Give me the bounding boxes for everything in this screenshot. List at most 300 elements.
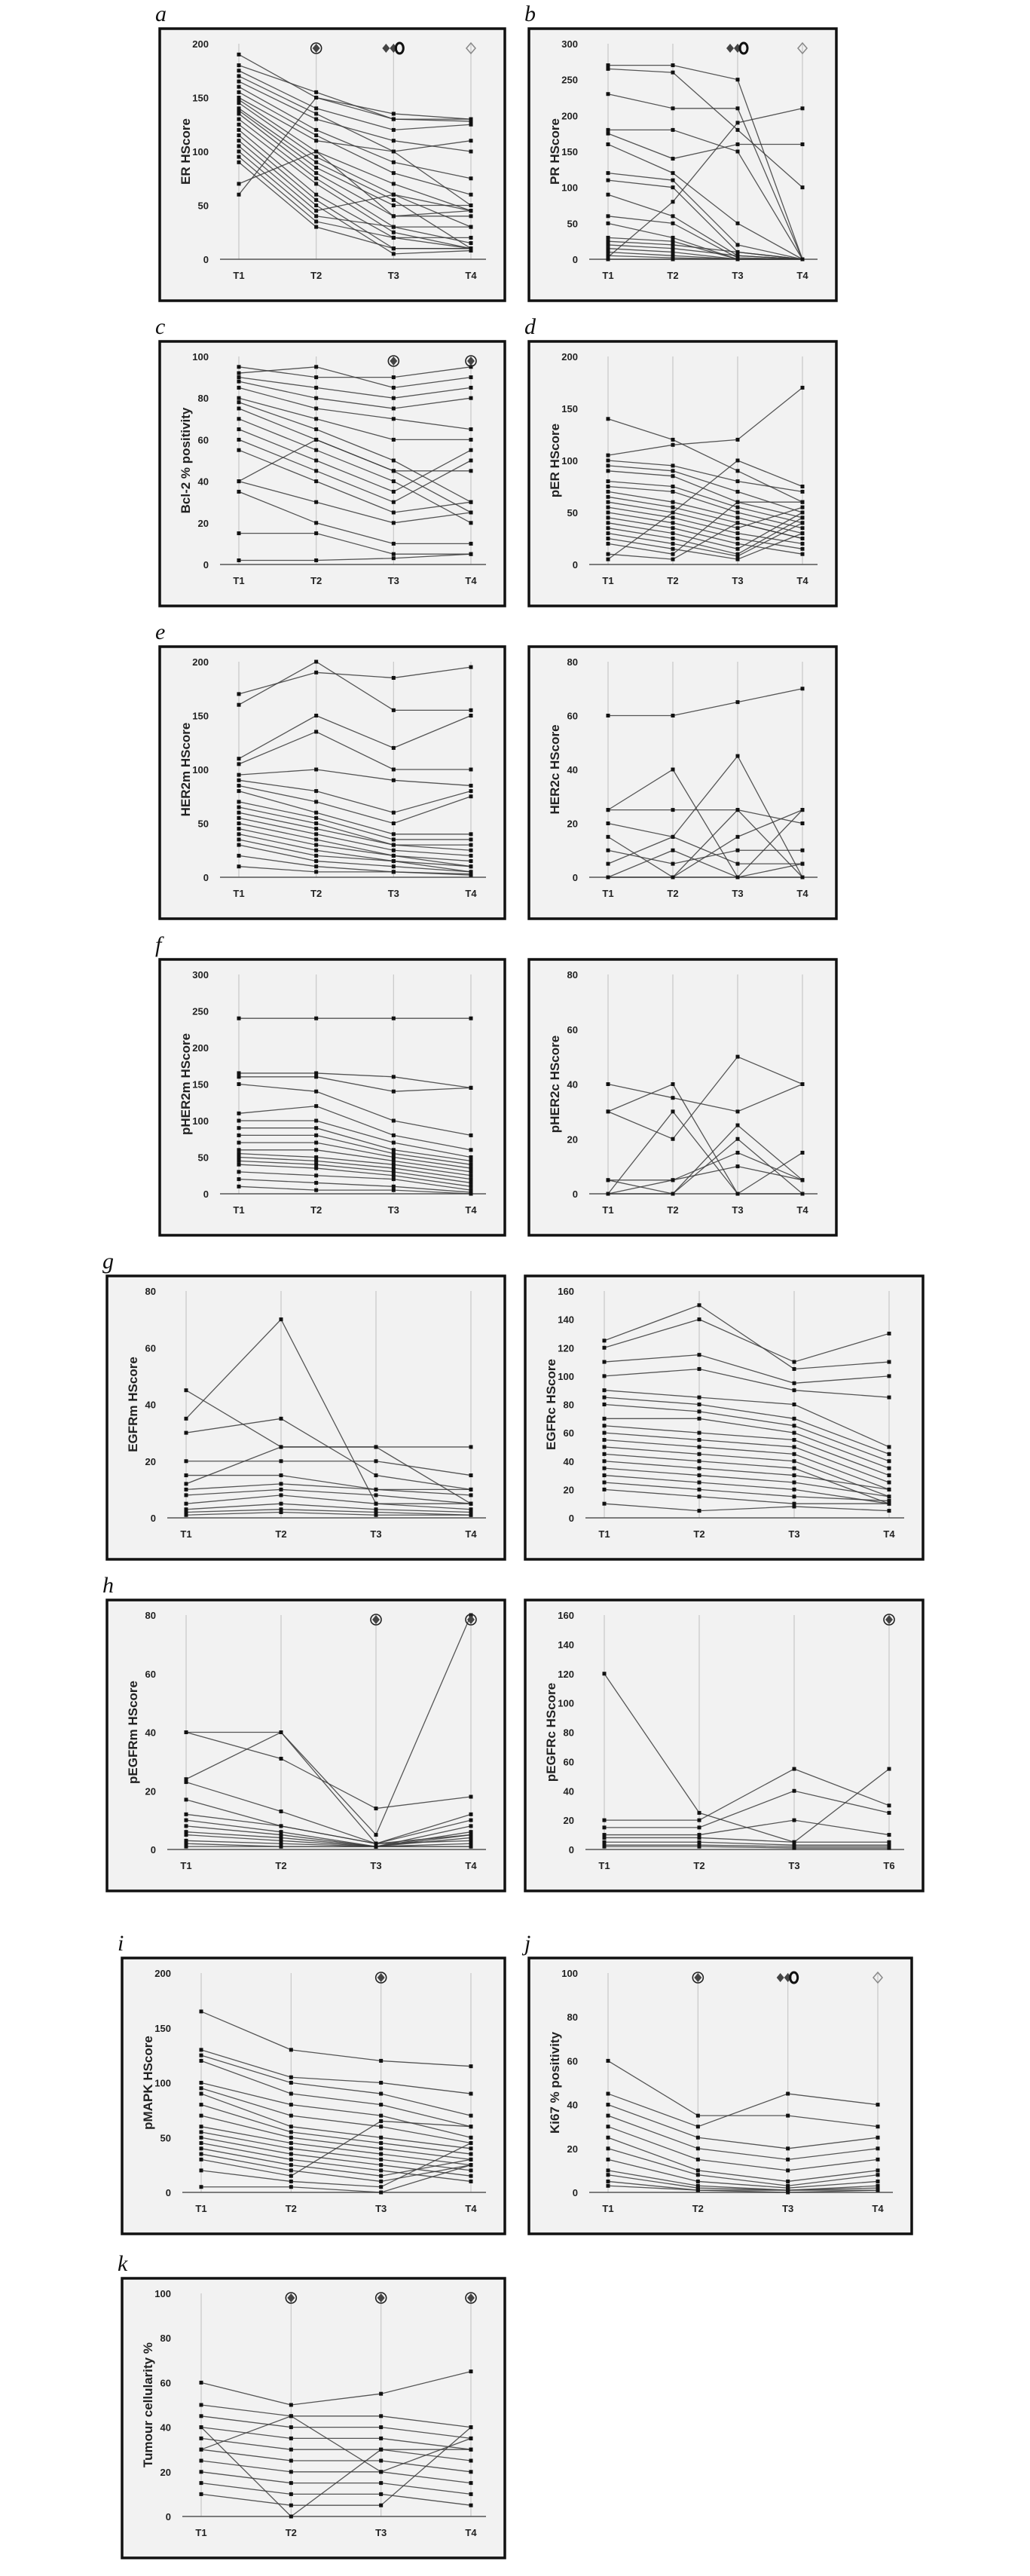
data-point <box>280 1317 283 1321</box>
data-point <box>185 1780 188 1784</box>
data-point <box>289 2180 293 2183</box>
data-point <box>289 2146 293 2150</box>
panel-j <box>520 1929 919 2238</box>
data-point <box>603 1360 607 1364</box>
data-point <box>696 2180 700 2183</box>
data-point <box>185 1797 188 1801</box>
data-point <box>801 1082 805 1086</box>
x-tick-label: T2 <box>693 1528 705 1540</box>
data-point <box>469 552 473 556</box>
data-point <box>786 2158 790 2161</box>
data-point <box>607 531 610 535</box>
data-point <box>469 1163 473 1167</box>
data-point <box>607 558 610 561</box>
data-point <box>237 407 241 411</box>
y-tick-label: 150 <box>154 2022 171 2034</box>
data-point <box>469 2174 473 2178</box>
data-point <box>185 1813 188 1816</box>
y-tick-label: 200 <box>561 110 578 122</box>
data-point <box>736 862 740 866</box>
data-point <box>793 1473 796 1477</box>
data-point <box>237 531 241 535</box>
data-point <box>314 837 318 841</box>
panel-a <box>151 0 512 305</box>
panel-letter: c <box>155 314 166 339</box>
chart-pher2c <box>520 931 844 1240</box>
data-point <box>469 375 473 379</box>
data-point <box>200 2168 203 2172</box>
data-point <box>607 179 610 182</box>
data-point <box>392 225 396 229</box>
data-point <box>876 2168 880 2172</box>
data-point <box>314 128 318 132</box>
data-point <box>607 469 610 473</box>
data-point <box>793 1452 796 1456</box>
y-tick-label: 80 <box>567 656 578 668</box>
data-point <box>392 203 396 207</box>
data-point <box>736 506 740 509</box>
panel-g-left <box>98 1247 512 1564</box>
data-point <box>607 1178 610 1182</box>
data-point <box>237 827 241 831</box>
data-point <box>607 849 610 852</box>
data-point <box>469 1173 473 1177</box>
data-point <box>280 1417 283 1421</box>
panel-frame <box>107 1276 505 1559</box>
data-point <box>392 479 396 483</box>
data-point <box>200 2403 203 2407</box>
x-tick-label: T2 <box>285 2203 297 2214</box>
data-point <box>801 526 805 530</box>
data-point <box>801 862 805 866</box>
data-point <box>185 1730 188 1734</box>
significance-marker-diamond-in-circle <box>376 2293 387 2303</box>
data-point <box>607 214 610 218</box>
y-tick-label: 60 <box>160 2377 171 2389</box>
data-point <box>237 1170 241 1173</box>
data-point <box>237 854 241 858</box>
data-point <box>671 179 675 182</box>
data-point <box>374 1445 378 1449</box>
data-point <box>607 463 610 467</box>
data-point <box>314 821 318 825</box>
y-tick-label: 0 <box>203 872 209 883</box>
data-point <box>392 1148 396 1152</box>
y-tick-label: 40 <box>145 1727 156 1739</box>
data-point <box>237 1177 241 1181</box>
data-point <box>671 246 675 250</box>
data-point <box>736 531 740 535</box>
data-point <box>379 2425 383 2429</box>
data-point <box>607 2059 610 2063</box>
significance-marker-diamond-in-circle <box>388 356 399 366</box>
data-point <box>786 2114 790 2118</box>
x-tick-label: T4 <box>465 575 477 586</box>
data-point <box>392 438 396 442</box>
data-point <box>603 1819 607 1822</box>
y-tick-label: 40 <box>563 1785 574 1797</box>
x-tick-label: T2 <box>310 1204 322 1216</box>
data-point <box>237 98 241 102</box>
data-point <box>392 843 396 847</box>
data-point <box>379 2163 383 2167</box>
significance-marker-diamond-in-circle <box>884 1614 894 1625</box>
data-point <box>671 485 675 488</box>
data-point <box>314 714 318 717</box>
data-point <box>888 1833 891 1837</box>
x-tick-label: T1 <box>233 270 245 281</box>
data-point <box>888 1360 891 1364</box>
data-point <box>392 150 396 154</box>
data-point <box>469 500 473 504</box>
data-point <box>314 816 318 820</box>
x-tick-label: T4 <box>796 888 808 899</box>
data-point <box>379 2481 383 2485</box>
data-point <box>289 2168 293 2172</box>
data-point <box>603 1374 607 1378</box>
data-point <box>392 521 396 525</box>
data-point <box>280 1757 283 1761</box>
data-point <box>289 2103 293 2106</box>
data-point <box>607 490 610 494</box>
panel-e-right <box>520 618 844 923</box>
data-point <box>607 128 610 132</box>
data-point <box>314 150 318 154</box>
data-point <box>607 63 610 67</box>
y-axis-label: pMAPK HScore <box>141 2036 155 2130</box>
x-tick-label: T1 <box>602 575 614 586</box>
data-point <box>392 676 396 680</box>
data-point <box>698 1836 701 1840</box>
panel-letter: e <box>155 620 166 644</box>
data-point <box>379 2103 383 2106</box>
data-point <box>888 1467 891 1470</box>
data-point <box>200 2437 203 2440</box>
data-point <box>671 516 675 519</box>
data-point <box>392 469 396 473</box>
x-tick-label: T3 <box>375 2527 387 2538</box>
data-point <box>374 1459 378 1463</box>
y-tick-label: 80 <box>145 1286 156 1297</box>
data-point <box>469 396 473 400</box>
x-tick-label: T6 <box>883 1860 895 1871</box>
significance-marker-diamond-in-circle <box>692 1972 703 1983</box>
panel-k <box>113 2250 512 2562</box>
data-point <box>379 2448 383 2452</box>
data-point <box>237 182 241 185</box>
data-point <box>289 2459 293 2463</box>
x-tick-label: T2 <box>667 270 679 281</box>
data-point <box>392 1159 396 1163</box>
panel-frame <box>107 1600 505 1891</box>
y-tick-label: 0 <box>572 1189 578 1200</box>
data-point <box>469 1177 473 1181</box>
data-point <box>392 542 396 546</box>
panel-c <box>151 313 512 610</box>
data-point <box>698 1431 701 1435</box>
significance-marker-diamond-in-circle <box>311 43 322 54</box>
data-point <box>392 417 396 421</box>
y-tick-label: 100 <box>561 1968 578 1979</box>
data-point <box>237 757 241 760</box>
data-point <box>786 2191 790 2195</box>
data-point <box>736 469 740 473</box>
y-tick-label: 40 <box>563 1455 574 1467</box>
data-point <box>698 1825 701 1829</box>
x-tick-label: T2 <box>310 575 322 586</box>
data-point <box>314 1181 318 1185</box>
data-point <box>185 1845 188 1849</box>
data-point <box>698 1480 701 1484</box>
data-point <box>801 506 805 509</box>
data-point <box>671 171 675 175</box>
x-tick-label: T1 <box>233 575 245 586</box>
data-point <box>671 214 675 218</box>
data-point <box>314 521 318 525</box>
y-tick-label: 0 <box>568 1844 574 1856</box>
data-point <box>469 789 473 793</box>
data-point <box>237 806 241 809</box>
y-tick-label: 80 <box>145 1610 156 1621</box>
data-point <box>237 109 241 112</box>
data-point <box>200 2146 203 2150</box>
data-point <box>888 1509 891 1513</box>
data-point <box>736 142 740 146</box>
data-point <box>736 511 740 515</box>
data-point <box>603 1672 607 1675</box>
data-point <box>314 375 318 379</box>
data-point <box>237 427 241 431</box>
data-point <box>736 542 740 546</box>
data-point <box>469 2470 473 2474</box>
data-point <box>801 547 805 551</box>
data-point <box>671 463 675 467</box>
data-point <box>786 2168 790 2172</box>
data-point <box>801 521 805 525</box>
data-point <box>671 849 675 852</box>
data-point <box>607 526 610 530</box>
chart-egfrc <box>516 1247 931 1564</box>
data-point <box>200 2158 203 2161</box>
data-point <box>314 1119 318 1123</box>
data-point <box>469 873 473 877</box>
x-tick-label: T2 <box>667 1204 679 1216</box>
data-point <box>392 832 396 836</box>
data-point <box>698 1509 701 1513</box>
data-point <box>793 1467 796 1470</box>
data-point <box>314 789 318 793</box>
x-tick-label: T4 <box>465 2527 477 2538</box>
data-point <box>237 1152 241 1155</box>
x-tick-label: T2 <box>692 2203 704 2214</box>
data-point <box>671 835 675 839</box>
data-point <box>603 1845 607 1849</box>
data-point <box>469 448 473 452</box>
data-point <box>793 1767 796 1771</box>
y-tick-label: 20 <box>145 1455 156 1467</box>
data-point <box>289 2437 293 2440</box>
chart-c <box>151 313 512 610</box>
data-point <box>237 1185 241 1189</box>
significance-marker-diamond-in-circle <box>466 2293 476 2303</box>
data-point <box>237 1163 241 1167</box>
data-point <box>314 1075 318 1078</box>
data-point <box>237 69 241 72</box>
data-point <box>801 687 805 690</box>
data-point <box>379 2185 383 2189</box>
data-point <box>392 1152 396 1155</box>
data-point <box>289 2092 293 2096</box>
data-point <box>237 1126 241 1130</box>
x-tick-label: T2 <box>275 1860 287 1871</box>
data-point <box>392 552 396 556</box>
data-point <box>392 128 396 132</box>
data-point <box>314 827 318 831</box>
x-tick-label: T3 <box>732 1204 744 1216</box>
data-point <box>876 2173 880 2177</box>
data-point <box>671 1192 675 1196</box>
data-point <box>379 2174 383 2178</box>
data-point <box>392 556 396 560</box>
data-point <box>736 754 740 758</box>
panel-h-left <box>98 1571 512 1895</box>
data-point <box>379 2191 383 2195</box>
y-tick-label: 0 <box>568 1513 574 1524</box>
data-point <box>469 768 473 772</box>
data-point <box>607 222 610 225</box>
data-point <box>237 773 241 777</box>
data-point <box>469 2448 473 2452</box>
y-tick-label: 60 <box>567 2055 578 2067</box>
data-point <box>314 870 318 873</box>
data-point <box>379 2504 383 2507</box>
panel-letter: f <box>155 932 162 957</box>
data-point <box>289 2048 293 2051</box>
data-point <box>392 198 396 202</box>
data-point <box>786 2180 790 2183</box>
y-tick-label: 150 <box>561 146 578 158</box>
data-point <box>736 128 740 132</box>
y-tick-label: 40 <box>197 476 209 488</box>
data-point <box>469 2425 473 2429</box>
panel-letter: g <box>102 1249 114 1274</box>
x-tick-label: T1 <box>598 1528 610 1540</box>
data-point <box>793 1846 796 1850</box>
data-point <box>280 1810 283 1813</box>
data-point <box>314 558 318 562</box>
x-tick-label: T1 <box>602 888 614 899</box>
data-point <box>736 1164 740 1168</box>
data-point <box>469 1192 473 1196</box>
data-point <box>374 1845 378 1849</box>
x-tick-label: T3 <box>375 2203 387 2214</box>
y-tick-label: 40 <box>567 2099 578 2111</box>
chart-egfrm <box>98 1247 512 1564</box>
data-point <box>237 779 241 782</box>
y-tick-label: 120 <box>558 1668 574 1680</box>
x-tick-label: T1 <box>602 270 614 281</box>
data-point <box>736 835 740 839</box>
data-point <box>607 2146 610 2150</box>
data-point <box>801 386 805 390</box>
data-point <box>801 537 805 540</box>
data-point <box>736 876 740 880</box>
data-point <box>793 1495 796 1498</box>
data-point <box>237 118 241 121</box>
data-point <box>603 1467 607 1470</box>
data-point <box>607 537 610 540</box>
chart-a <box>151 0 512 305</box>
y-tick-label: 50 <box>160 2132 171 2144</box>
data-point <box>185 1824 188 1828</box>
data-point <box>671 808 675 812</box>
data-point <box>237 1075 241 1078</box>
panel-frame <box>160 341 505 606</box>
data-point <box>698 1473 701 1477</box>
data-point <box>607 142 610 146</box>
data-point <box>200 2414 203 2418</box>
data-point <box>200 2481 203 2485</box>
data-point <box>392 854 396 858</box>
data-point <box>379 2180 383 2183</box>
data-point <box>314 1104 318 1108</box>
data-point <box>607 250 610 254</box>
data-point <box>671 106 675 110</box>
data-point <box>736 121 740 124</box>
data-point <box>392 1167 396 1170</box>
data-point <box>607 255 610 259</box>
y-tick-label: 0 <box>150 1844 156 1856</box>
data-point <box>671 768 675 772</box>
data-point <box>607 506 610 509</box>
y-tick-label: 200 <box>192 656 209 668</box>
x-tick-label: T2 <box>285 2527 297 2538</box>
y-tick-label: 150 <box>192 1078 209 1091</box>
data-point <box>237 789 241 793</box>
data-point <box>314 1134 318 1137</box>
panel-h-right <box>516 1571 931 1895</box>
data-point <box>392 1155 396 1159</box>
data-point <box>237 1141 241 1145</box>
y-tick-label: 100 <box>192 1115 209 1127</box>
data-point <box>469 2136 473 2140</box>
data-point <box>469 225 473 229</box>
data-point <box>801 500 805 504</box>
data-point <box>200 2448 203 2452</box>
data-point <box>793 1819 796 1822</box>
data-point <box>888 1396 891 1400</box>
data-point <box>698 1438 701 1442</box>
data-point <box>696 2114 700 2118</box>
data-point <box>314 386 318 390</box>
y-axis-label: pHER2c HScore <box>548 1035 562 1134</box>
y-tick-label: 0 <box>165 2511 171 2522</box>
y-axis-label: PR HScore <box>548 118 562 185</box>
data-point <box>289 2136 293 2140</box>
data-point <box>379 2081 383 2085</box>
data-point <box>469 2437 473 2440</box>
chart-pegfrm <box>98 1571 512 1895</box>
data-point <box>237 161 241 164</box>
data-point <box>607 2168 610 2172</box>
y-tick-label: 0 <box>572 559 578 571</box>
data-point <box>200 2054 203 2057</box>
y-tick-label: 60 <box>145 1342 156 1354</box>
data-point <box>469 1086 473 1090</box>
data-point <box>603 1502 607 1506</box>
data-point <box>607 2173 610 2177</box>
y-tick-label: 200 <box>154 1968 171 1979</box>
